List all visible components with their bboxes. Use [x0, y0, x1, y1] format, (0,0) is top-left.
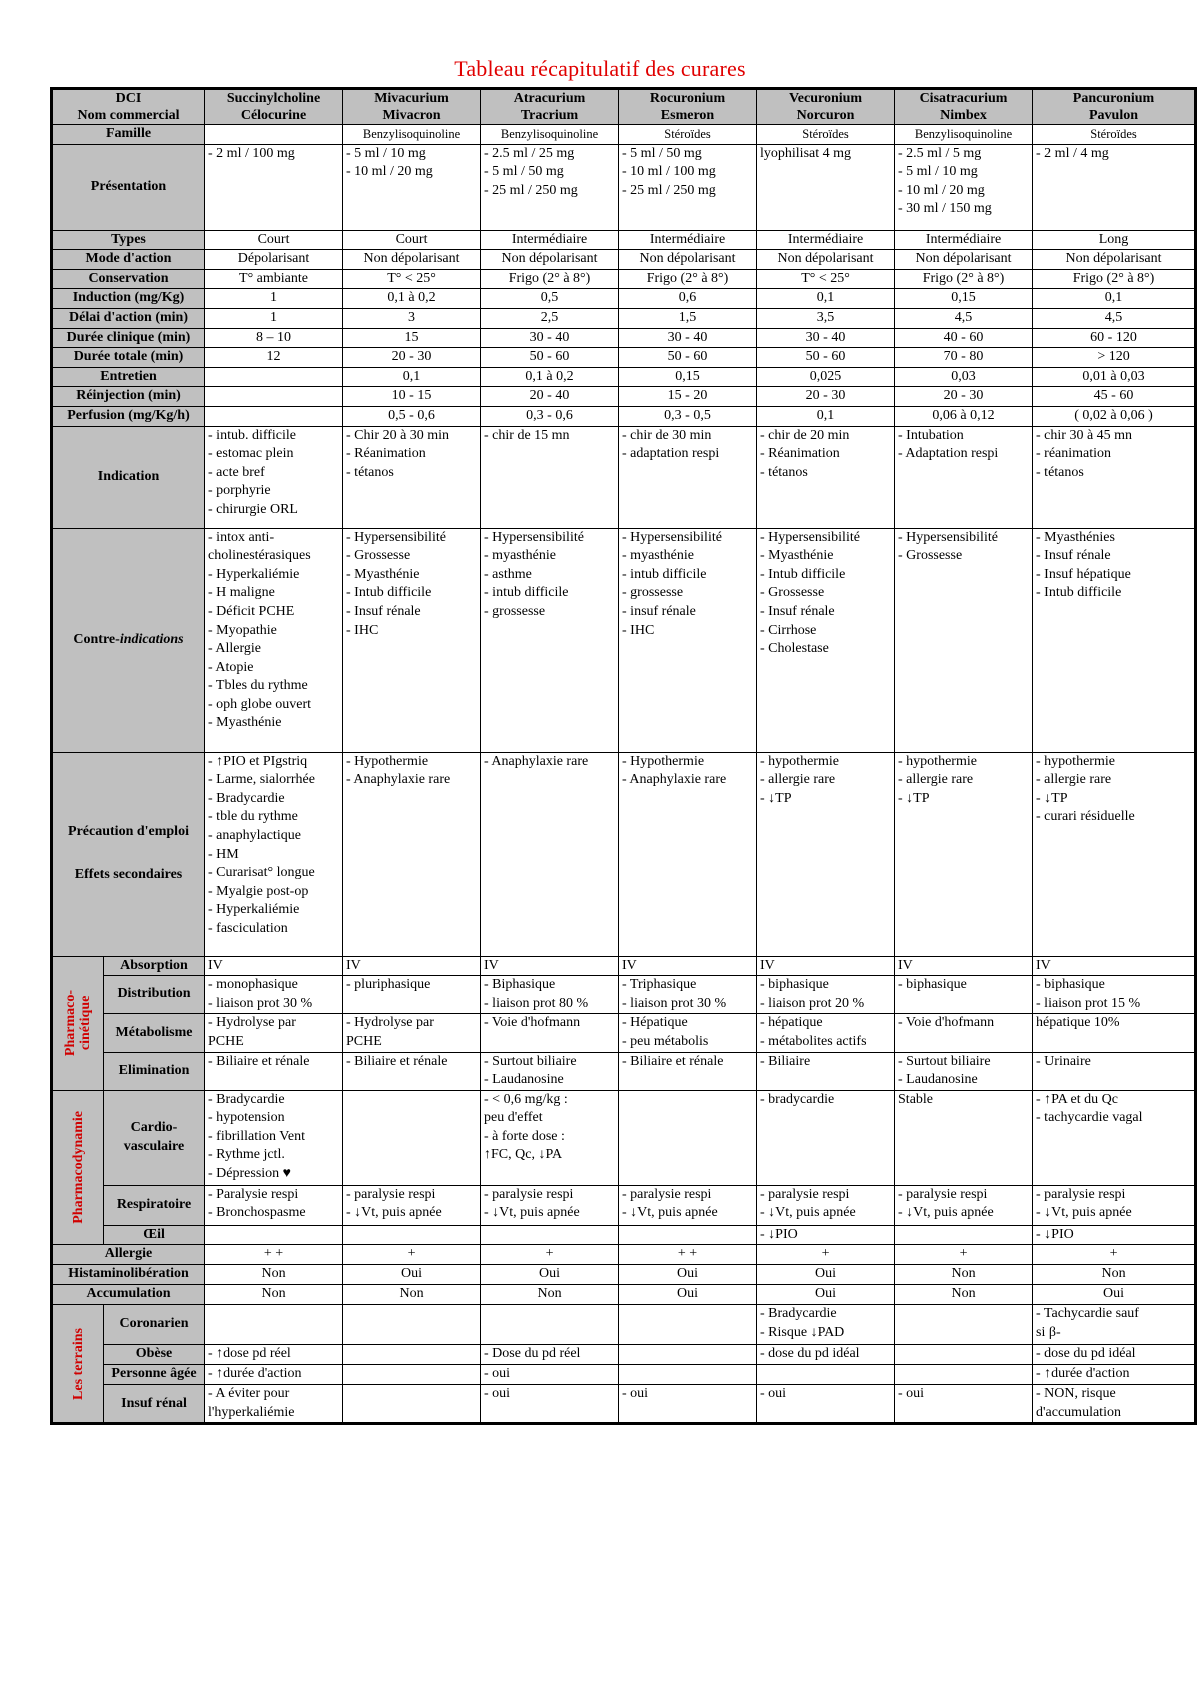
insuf_renal-label: Insuf rénal: [104, 1385, 205, 1424]
drug-header: Cisatracurium Nimbex: [895, 89, 1033, 125]
duree_totale-cell: > 120: [1033, 348, 1196, 368]
histamino-cell: Non: [895, 1265, 1033, 1285]
drug-header: Succinylcholine Célocurine: [205, 89, 343, 125]
contre_indications-cell: - intox anti- cholinestérasiques - Hyperkaliémie - H maligne - Déficit PCHE - Myopathie - Allergie - Atopie - Tbles du rythme - oph globe ouvert - Myasthénie: [205, 528, 343, 752]
precaution-cell: - hypothermie - allergie rare - ↓TP - curari résiduelle: [1033, 752, 1196, 956]
mode-cell: Non dépolarisant: [895, 250, 1033, 270]
famille-cell: Benzylisoquinoline: [895, 125, 1033, 145]
entretien-cell: 0,1 à 0,2: [481, 367, 619, 387]
histamino-cell: Oui: [619, 1265, 757, 1285]
agee-cell: [343, 1365, 481, 1385]
histamino-cell: Oui: [481, 1265, 619, 1285]
perfusion-cell: 0,3 - 0,6: [481, 406, 619, 426]
precaution-cell: - Hypothermie - Anaphylaxie rare: [619, 752, 757, 956]
contre_indications-cell: - Myasthénies - Insuf rénale - Insuf hépatique - Intub difficile: [1033, 528, 1196, 752]
metabolisme-cell: - Hydrolyse par PCHE: [205, 1014, 343, 1052]
reinjection-cell: 10 - 15: [343, 387, 481, 407]
mode-cell: Non dépolarisant: [757, 250, 895, 270]
precaution-cell: - ↑PIO et PIgstriq - Larme, sialorrhée - Bradycardie - tble du rythme - anaphylactique - HM - Curarisat° longue - Myalgie post-op - Hyperkaliémie - fasciculation: [205, 752, 343, 956]
agee-cell: [619, 1365, 757, 1385]
metabolisme-cell: - Hépatique - peu métabolis: [619, 1014, 757, 1052]
obese-cell: [343, 1345, 481, 1365]
elimination-cell: - Urinaire: [1033, 1052, 1196, 1090]
duree_totale-cell: 12: [205, 348, 343, 368]
induction-cell: 0,5: [481, 289, 619, 309]
indication-cell: - Chir 20 à 30 min - Réanimation - tétanos: [343, 426, 481, 528]
delai-cell: 3: [343, 308, 481, 328]
presentation-label: Présentation: [52, 144, 205, 230]
conservation-cell: T° ambiante: [205, 269, 343, 289]
types-cell: Intermédiaire: [757, 230, 895, 250]
elimination-cell: - Biliaire et rénale: [343, 1052, 481, 1090]
reinjection-cell: 20 - 30: [757, 387, 895, 407]
duree_clinique-cell: 30 - 40: [619, 328, 757, 348]
induction-cell: 0,1 à 0,2: [343, 289, 481, 309]
precaution-label: [52, 752, 205, 956]
precaution-label-2: Effets secondaires: [74, 867, 183, 883]
duree_clinique-cell: 15: [343, 328, 481, 348]
insuf_renal-cell: - oui: [895, 1385, 1033, 1424]
drug-header: Mivacurium Mivacron: [343, 89, 481, 125]
distribution-cell: - pluriphasique: [343, 976, 481, 1014]
curares-table: [50, 87, 1197, 1425]
delai-cell: 1,5: [619, 308, 757, 328]
entretien-cell: 0,03: [895, 367, 1033, 387]
drug-header: Atracurium Tracrium: [481, 89, 619, 125]
distribution-cell: - biphasique - liaison prot 20 %: [757, 976, 895, 1014]
reinjection-cell: 45 - 60: [1033, 387, 1196, 407]
absorption-cell: IV: [343, 956, 481, 976]
coronarien-cell: [895, 1305, 1033, 1345]
mode-cell: Non dépolarisant: [481, 250, 619, 270]
obese-cell: - ↑dose pd réel: [205, 1345, 343, 1365]
histamino-cell: Oui: [343, 1265, 481, 1285]
obese-cell: - dose du pd idéal: [1033, 1345, 1196, 1365]
cardio-cell: Stable: [895, 1090, 1033, 1185]
presentation-cell: - 2.5 ml / 5 mg - 5 ml / 10 mg - 10 ml / 20 mg - 30 ml / 150 mg: [895, 144, 1033, 230]
contre-indications-label: [52, 528, 205, 752]
agee-cell: - oui: [481, 1365, 619, 1385]
respiratoire-cell: - paralysie respi - ↓Vt, puis apnée: [343, 1185, 481, 1225]
allergie-label: Allergie: [52, 1245, 205, 1265]
perfusion-cell: 0,06 à 0,12: [895, 406, 1033, 426]
mode-cell: Non dépolarisant: [343, 250, 481, 270]
mode-cell: Non dépolarisant: [1033, 250, 1196, 270]
perfusion-cell: 0,1: [757, 406, 895, 426]
types-cell: Intermédiaire: [895, 230, 1033, 250]
elimination-cell: - Biliaire et rénale: [619, 1052, 757, 1090]
cardio-cell: [619, 1090, 757, 1185]
page-title: Tableau récapitulatif des curares: [454, 56, 746, 81]
ci-label-part2: indications: [119, 631, 184, 647]
insuf_renal-cell: [343, 1385, 481, 1424]
delai-cell: 2,5: [481, 308, 619, 328]
oeil-cell: [895, 1225, 1033, 1245]
delai-cell: 4,5: [1033, 308, 1196, 328]
obese-cell: [619, 1345, 757, 1365]
conservation-cell: T° < 25°: [343, 269, 481, 289]
conservation-cell: Frigo (2° à 8°): [619, 269, 757, 289]
duree_clinique-cell: 30 - 40: [757, 328, 895, 348]
contre_indications-cell: - Hypersensibilité - Grossesse - Myasthénie - Intub difficile - Insuf rénale - IHC: [343, 528, 481, 752]
elimination-cell: - Biliaire: [757, 1052, 895, 1090]
drug-header: Pancuronium Pavulon: [1033, 89, 1196, 125]
agee-label: Personne âgée: [104, 1365, 205, 1385]
duree_totale-label: Durée totale (min): [52, 348, 205, 368]
famille-cell: Stéroïdes: [1033, 125, 1196, 145]
reinjection-label: Réinjection (min): [52, 387, 205, 407]
entretien-label: Entretien: [52, 367, 205, 387]
pharmacodynamie-group-text: Pharmacodynamie: [70, 1111, 86, 1224]
drug-header: Vecuronium Norcuron: [757, 89, 895, 125]
indication-label: Indication: [52, 426, 205, 528]
insuf_renal-cell: - NON, risque d'accumulation: [1033, 1385, 1196, 1424]
coronarien-cell: [205, 1305, 343, 1345]
presentation-cell: - 5 ml / 10 mg - 10 ml / 20 mg: [343, 144, 481, 230]
allergie-cell: +: [757, 1245, 895, 1265]
types-cell: Intermédiaire: [481, 230, 619, 250]
precaution-cell: - hypothermie - allergie rare - ↓TP: [895, 752, 1033, 956]
contre_indications-cell: - Hypersensibilité - Myasthénie - Intub difficile - Grossesse - Insuf rénale - Cirrhose - Cholestase: [757, 528, 895, 752]
accumulation-cell: Non: [895, 1285, 1033, 1305]
obese-cell: - Dose du pd réel: [481, 1345, 619, 1365]
types-cell: Court: [205, 230, 343, 250]
entretien-cell: 0,025: [757, 367, 895, 387]
accumulation-cell: Oui: [1033, 1285, 1196, 1305]
types-cell: Court: [343, 230, 481, 250]
duree_totale-cell: 70 - 80: [895, 348, 1033, 368]
distribution-label: Distribution: [104, 976, 205, 1014]
famille-label: Famille: [52, 125, 205, 145]
elimination-cell: - Surtout biliaire - Laudanosine: [481, 1052, 619, 1090]
precaution-cell: - hypothermie - allergie rare - ↓TP: [757, 752, 895, 956]
entretien-cell: 0,15: [619, 367, 757, 387]
indication-cell: - chir 30 à 45 mn - réanimation - tétanos: [1033, 426, 1196, 528]
oeil-cell: [343, 1225, 481, 1245]
pharmacocinetique-group-text: Pharmaco- cinétique: [63, 990, 93, 1057]
coronarien-cell: [619, 1305, 757, 1345]
absorption-label: Absorption: [104, 956, 205, 976]
histamino-cell: Non: [205, 1265, 343, 1285]
conservation-label: Conservation: [52, 269, 205, 289]
famille-cell: Benzylisoquinoline: [481, 125, 619, 145]
coronarien-label: Coronarien: [104, 1305, 205, 1345]
ci-label-part1: Contre-: [73, 631, 120, 647]
respiratoire-label: Respiratoire: [104, 1185, 205, 1225]
induction-cell: 0,1: [1033, 289, 1196, 309]
distribution-cell: - biphasique: [895, 976, 1033, 1014]
coronarien-cell: - Tachycardie sauf si β-: [1033, 1305, 1196, 1345]
precaution-cell: - Hypothermie - Anaphylaxie rare: [343, 752, 481, 956]
oeil-cell: [481, 1225, 619, 1245]
conservation-cell: Frigo (2° à 8°): [481, 269, 619, 289]
obese-cell: [895, 1345, 1033, 1365]
entretien-cell: 0,1: [343, 367, 481, 387]
presentation-cell: lyophilisat 4 mg: [757, 144, 895, 230]
histamino-label: Histaminolibération: [52, 1265, 205, 1285]
accumulation-cell: Oui: [619, 1285, 757, 1305]
indication-cell: - chir de 20 min - Réanimation - tétanos: [757, 426, 895, 528]
respiratoire-cell: - paralysie respi - ↓Vt, puis apnée: [481, 1185, 619, 1225]
respiratoire-cell: - paralysie respi - ↓Vt, puis apnée: [757, 1185, 895, 1225]
duree_totale-cell: 50 - 60: [481, 348, 619, 368]
induction-label: Induction (mg/Kg): [52, 289, 205, 309]
cardio-cell: - bradycardie: [757, 1090, 895, 1185]
duree_totale-cell: 50 - 60: [619, 348, 757, 368]
induction-cell: 0,15: [895, 289, 1033, 309]
absorption-cell: IV: [895, 956, 1033, 976]
perfusion-label: Perfusion (mg/Kg/h): [52, 406, 205, 426]
cardio-cell: - < 0,6 mg/kg : peu d'effet - à forte dose : ↑FC, Qc, ↓PA: [481, 1090, 619, 1185]
respiratoire-cell: - Paralysie respi - Bronchospasme: [205, 1185, 343, 1225]
insuf_renal-cell: - oui: [619, 1385, 757, 1424]
presentation-cell: - 2.5 ml / 25 mg - 5 ml / 50 mg - 25 ml / 250 mg: [481, 144, 619, 230]
delai-label: Délai d'action (min): [52, 308, 205, 328]
oeil-cell: - ↓PIO: [757, 1225, 895, 1245]
accumulation-cell: Non: [481, 1285, 619, 1305]
cardio-cell: - ↑PA et du Qc - tachycardie vagal: [1033, 1090, 1196, 1185]
respiratoire-cell: - paralysie respi - ↓Vt, puis apnée: [895, 1185, 1033, 1225]
precaution-cell: - Anaphylaxie rare: [481, 752, 619, 956]
respiratoire-cell: - paralysie respi - ↓Vt, puis apnée: [1033, 1185, 1196, 1225]
induction-cell: 0,6: [619, 289, 757, 309]
absorption-cell: IV: [205, 956, 343, 976]
allergie-cell: +: [895, 1245, 1033, 1265]
oeil-cell: - ↓PIO: [1033, 1225, 1196, 1245]
oeil-cell: [205, 1225, 343, 1245]
insuf_renal-cell: - A éviter pour l'hyperkaliémie: [205, 1385, 343, 1424]
respiratoire-cell: - paralysie respi - ↓Vt, puis apnée: [619, 1185, 757, 1225]
allergie-cell: +: [343, 1245, 481, 1265]
allergie-cell: +: [481, 1245, 619, 1265]
cardio-cell: - Bradycardie - hypotension - fibrillation Vent - Rythme jctl. - Dépression ♥: [205, 1090, 343, 1185]
mode-label: Mode d'action: [52, 250, 205, 270]
mode-cell: Non dépolarisant: [619, 250, 757, 270]
contre_indications-cell: - Hypersensibilité - myasthénie - intub difficile - grossesse - insuf rénale - IHC: [619, 528, 757, 752]
agee-cell: - ↑durée d'action: [1033, 1365, 1196, 1385]
histamino-cell: Non: [1033, 1265, 1196, 1285]
allergie-cell: + +: [619, 1245, 757, 1265]
insuf_renal-cell: - oui: [757, 1385, 895, 1424]
header-dci-label: DCI Nom commercial: [52, 89, 205, 125]
duree_clinique-cell: 8 – 10: [205, 328, 343, 348]
absorption-cell: IV: [619, 956, 757, 976]
presentation-cell: - 5 ml / 50 mg - 10 ml / 100 mg - 25 ml / 250 mg: [619, 144, 757, 230]
conservation-cell: Frigo (2° à 8°): [1033, 269, 1196, 289]
induction-cell: 1: [205, 289, 343, 309]
presentation-cell: - 2 ml / 4 mg: [1033, 144, 1196, 230]
famille-cell: [205, 125, 343, 145]
metabolisme-cell: hépatique 10%: [1033, 1014, 1196, 1052]
distribution-cell: - Triphasique - liaison prot 30 %: [619, 976, 757, 1014]
induction-cell: 0,1: [757, 289, 895, 309]
metabolisme-cell: - Voie d'hofmann: [895, 1014, 1033, 1052]
accumulation-cell: Oui: [757, 1285, 895, 1305]
absorption-cell: IV: [1033, 956, 1196, 976]
distribution-cell: - monophasique - liaison prot 30 %: [205, 976, 343, 1014]
distribution-cell: - biphasique - liaison prot 15 %: [1033, 976, 1196, 1014]
reinjection-cell: 15 - 20: [619, 387, 757, 407]
metabolisme-cell: - Voie d'hofmann: [481, 1014, 619, 1052]
duree_totale-cell: 50 - 60: [757, 348, 895, 368]
oeil-cell: [619, 1225, 757, 1245]
perfusion-cell: ( 0,02 à 0,06 ): [1033, 406, 1196, 426]
duree_clinique-label: Durée clinique (min): [52, 328, 205, 348]
indication-cell: - intub. difficile - estomac plein - acte bref - porphyrie - chirurgie ORL: [205, 426, 343, 528]
accumulation-label: Accumulation: [52, 1285, 205, 1305]
pharmacodynamie-group: [52, 1090, 104, 1245]
terrains-group: [52, 1305, 104, 1424]
types-cell: Long: [1033, 230, 1196, 250]
contre-indications-label-text: [73, 632, 183, 647]
pharmacocinetique-group: [52, 956, 104, 1090]
accumulation-cell: Non: [205, 1285, 343, 1305]
indication-cell: - chir de 30 min - adaptation respi: [619, 426, 757, 528]
mode-cell: Dépolarisant: [205, 250, 343, 270]
coronarien-cell: [343, 1305, 481, 1345]
contre_indications-cell: - Hypersensibilité - Grossesse: [895, 528, 1033, 752]
duree_clinique-cell: 30 - 40: [481, 328, 619, 348]
duree_totale-cell: 20 - 30: [343, 348, 481, 368]
conservation-cell: Frigo (2° à 8°): [895, 269, 1033, 289]
types-label: Types: [52, 230, 205, 250]
obese-cell: - dose du pd idéal: [757, 1345, 895, 1365]
famille-cell: Stéroïdes: [619, 125, 757, 145]
indication-cell: - Intubation - Adaptation respi: [895, 426, 1033, 528]
contre_indications-cell: - Hypersensibilité - myasthénie - asthme - intub difficile - grossesse: [481, 528, 619, 752]
famille-cell: Stéroïdes: [757, 125, 895, 145]
metabolisme-cell: - Hydrolyse par PCHE: [343, 1014, 481, 1052]
reinjection-cell: 20 - 40: [481, 387, 619, 407]
accumulation-cell: Non: [343, 1285, 481, 1305]
agee-cell: [895, 1365, 1033, 1385]
insuf_renal-cell: - oui: [481, 1385, 619, 1424]
elimination-cell: - Biliaire et rénale: [205, 1052, 343, 1090]
drug-header: Rocuronium Esmeron: [619, 89, 757, 125]
indication-cell: - chir de 15 mn: [481, 426, 619, 528]
perfusion-cell: 0,3 - 0,5: [619, 406, 757, 426]
cardio-cell: [343, 1090, 481, 1185]
types-cell: Intermédiaire: [619, 230, 757, 250]
absorption-cell: IV: [481, 956, 619, 976]
precaution-label-1: Précaution d'emploi: [68, 824, 189, 840]
distribution-cell: - Biphasique - liaison prot 80 %: [481, 976, 619, 1014]
metabolisme-label: Métabolisme: [104, 1014, 205, 1052]
perfusion-cell: 0,5 - 0,6: [343, 406, 481, 426]
agee-cell: - ↑durée d'action: [205, 1365, 343, 1385]
entretien-cell: [205, 367, 343, 387]
elimination-cell: - Surtout biliaire - Laudanosine: [895, 1052, 1033, 1090]
oeil-label: Œil: [104, 1225, 205, 1245]
reinjection-cell: 20 - 30: [895, 387, 1033, 407]
duree_clinique-cell: 40 - 60: [895, 328, 1033, 348]
coronarien-cell: [481, 1305, 619, 1345]
terrains-group-text: Les terrains: [70, 1327, 86, 1400]
perfusion-cell: [205, 406, 343, 426]
absorption-cell: IV: [757, 956, 895, 976]
agee-cell: [757, 1365, 895, 1385]
histamino-cell: Oui: [757, 1265, 895, 1285]
allergie-cell: + +: [205, 1245, 343, 1265]
cardio-label: Cardio- vasculaire: [104, 1090, 205, 1185]
reinjection-cell: [205, 387, 343, 407]
duree_clinique-cell: 60 - 120: [1033, 328, 1196, 348]
elimination-label: Elimination: [104, 1052, 205, 1090]
presentation-cell: - 2 ml / 100 mg: [205, 144, 343, 230]
delai-cell: 3,5: [757, 308, 895, 328]
obese-label: Obèse: [104, 1345, 205, 1365]
delai-cell: 1: [205, 308, 343, 328]
delai-cell: 4,5: [895, 308, 1033, 328]
coronarien-cell: - Bradycardie - Risque ↓PAD: [757, 1305, 895, 1345]
conservation-cell: T° < 25°: [757, 269, 895, 289]
metabolisme-cell: - hépatique - métabolites actifs: [757, 1014, 895, 1052]
allergie-cell: +: [1033, 1245, 1196, 1265]
famille-cell: Benzylisoquinoline: [343, 125, 481, 145]
entretien-cell: 0,01 à 0,03: [1033, 367, 1196, 387]
